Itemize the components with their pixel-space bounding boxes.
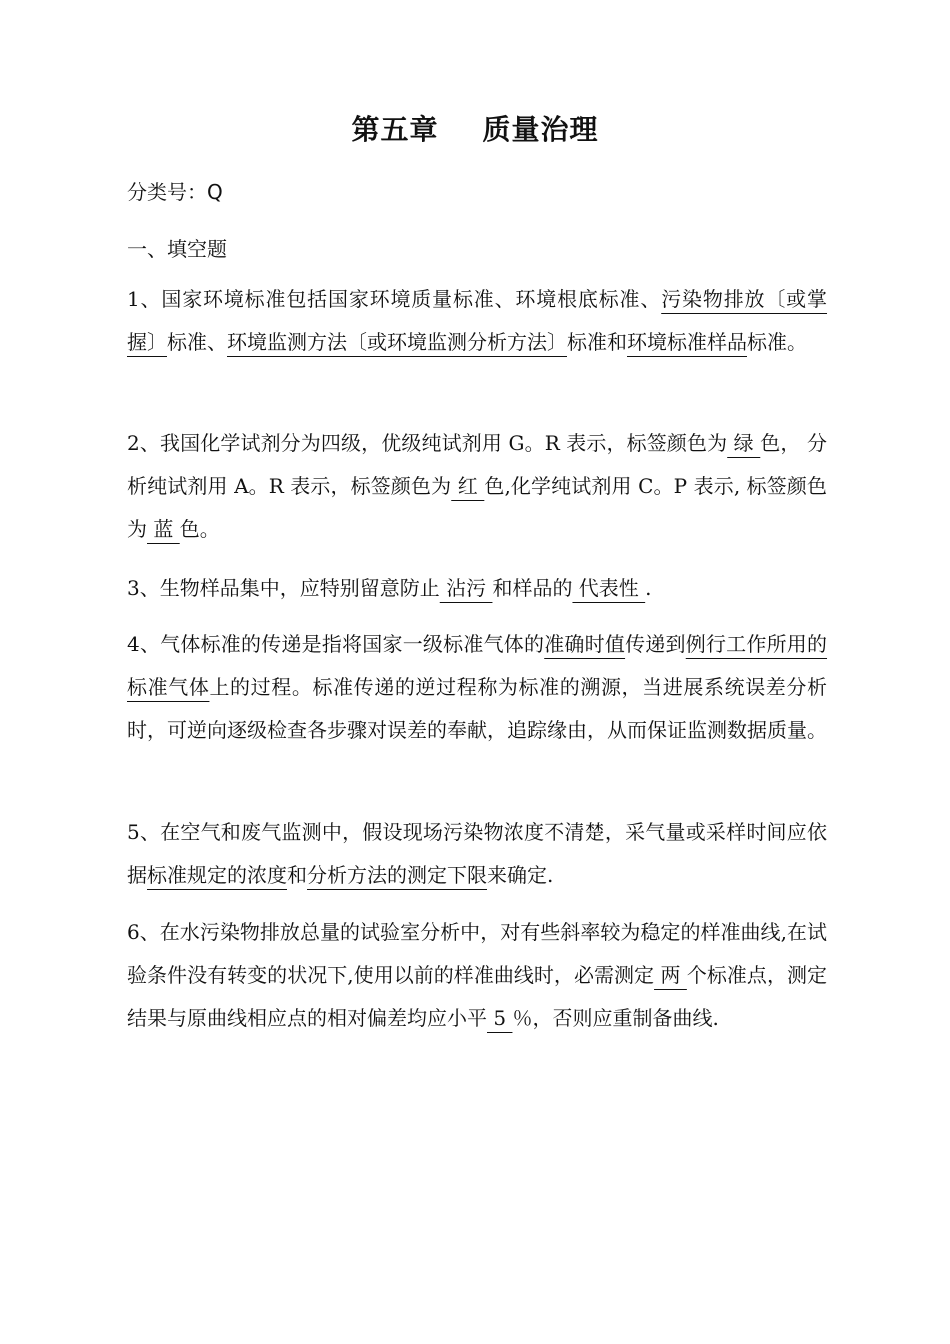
chapter-name: 质量治理 — [482, 113, 599, 146]
question-text: 3、生物样品集中，应特别留意防止 — [127, 576, 440, 600]
question-text: 2、我国化学试剂分为四级，优级纯试剂用 G。R 表示，标签颜色为 — [127, 431, 728, 455]
question-text: ％，否则应重制备曲线. — [512, 1006, 719, 1030]
answer-blank: 两 — [654, 963, 687, 987]
question-text: 标准和 — [567, 330, 627, 354]
question-6 — [127, 911, 827, 1040]
question-text: 5、在空气和废气监测中，假设现场污染物浓度不清楚，采气量或采样时间应依据 — [127, 820, 827, 887]
question-5 — [127, 811, 827, 897]
question-text: 6、在水污染物排放总量的试验室分析中，对有些斜率较为稳定的样准曲线,在试验条件没有转变的状况下,使用以前的样准曲线时，必需测定 — [127, 920, 827, 987]
question-text: . — [645, 576, 652, 600]
question-1 — [127, 278, 827, 364]
question-text: 个标准点，测定结果与原曲线相应点的相对偏差均应小平 — [127, 963, 828, 1030]
question-text: 色,化学纯试剂用 C。P 表示, 标签颜色为 — [127, 474, 828, 541]
classification-number: 分类号：Q — [127, 180, 223, 204]
question-text: 标准、 — [167, 330, 227, 354]
chapter-number: 第五章 — [351, 113, 439, 146]
section-heading: 一、填空题 — [127, 237, 227, 261]
question-2 — [127, 422, 827, 551]
question-text: 1、国家环境标准包括国家环境质量标准、环境根底标准、 — [127, 287, 662, 311]
question-3 — [127, 567, 827, 610]
answer-blank: 代表性 — [572, 576, 646, 600]
answer-blank: 环境标准样品 — [627, 330, 747, 354]
question-text: 色， 分析纯试剂用 A。R 表示，标签颜色为 — [127, 431, 827, 498]
answer-blank: 例行工作所用的标准气体 — [127, 632, 828, 699]
question-text: 标准。 — [747, 330, 807, 354]
question-4 — [127, 623, 827, 752]
answer-blank: 准确时值 — [544, 632, 626, 656]
question-text: 和样品的 — [492, 576, 573, 600]
answer-blank: 环境监测方法〔或环境监测分析方法〕 — [227, 330, 567, 354]
answer-blank: 绿 — [727, 431, 761, 455]
question-text: 4、气体标准的传递是指将国家一级标准气体的 — [127, 632, 545, 656]
answer-blank: 分析方法的测定下限 — [307, 863, 487, 887]
answer-blank: 红 — [451, 474, 485, 498]
question-text: 来确定. — [487, 863, 554, 887]
answer-blank: 5 — [487, 1006, 513, 1030]
question-text: 上的过程。标准传递的逆过程称为标准的溯源，当进展系统误差分析时，可逆向逐级检查各步骤对误差的奉献，追踪缘由，从而保证监测数据质量。 — [127, 675, 828, 742]
question-text: 色。 — [179, 517, 220, 541]
answer-blank: 标准规定的浓度 — [147, 863, 287, 887]
answer-blank: 蓝 — [147, 517, 180, 541]
question-text: 和 — [287, 863, 307, 887]
answer-blank: 沾污 — [439, 576, 493, 600]
chapter-title — [0, 108, 950, 148]
question-text: 传递到 — [625, 632, 686, 656]
answer-blank: 污染物排放〔或掌握〕 — [127, 287, 828, 354]
